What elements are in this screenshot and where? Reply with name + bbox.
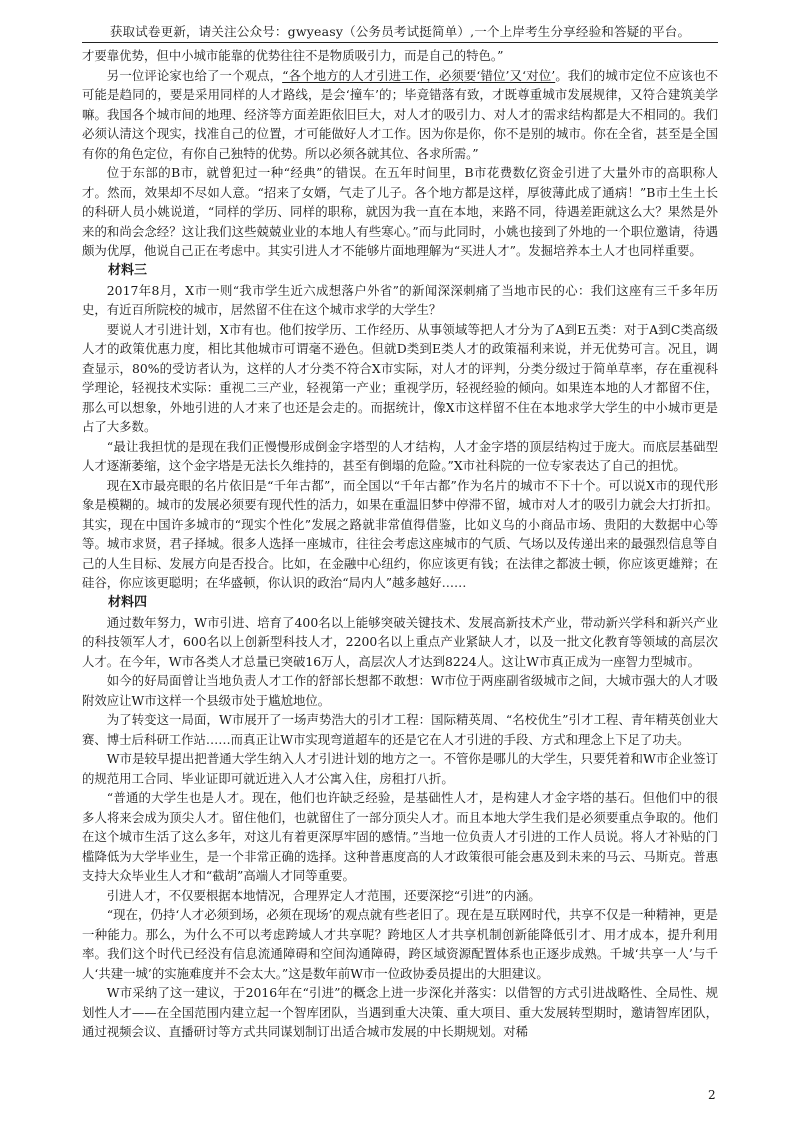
page-number: 2 bbox=[708, 1088, 716, 1102]
section-heading: 材料三 bbox=[108, 262, 148, 278]
paragraph: 才要靠优势，但中小城市能靠的优势往往不是物质吸引力，而是自己的特色。” bbox=[82, 48, 504, 63]
paragraph: “最让我担忧的是现在我们正慢慢形成倒金字塔型的人才结构，人才金字塔的顶层结构过于庞大。而底层基础型人才逐渐萎缩，这个金字塔是无法长久维持的，甚至有倒塌的危险。”X市社科院的一位专家表达了自己的担忧。 bbox=[82, 438, 718, 473]
paragraph: W市采纳了这一建议，于2016年在“引进”的概念上进一步深化并落实：以借智的方式引进战略性、全局性、规划性人才——在全国范围内建立起一个智库团队，当遇到重大决策、重大项目、重大发展转型期时，邀请智库团队，通过视频会议、直播研讨等方式共同谋划制订出适合城市发展的中长期规划。对稀 bbox=[82, 985, 718, 1039]
paragraph: “普通的大学生也是人才。现在，他们也许缺乏经验，是基础性人才，是构建人才金字塔的基石。但他们中的很多人将来会成为顶尖人才。留住他们，也就留住了一部分顶尖人才。而且本地大学生我们是必须要重点争取的。他们在这个城市生活了这么多年，对这儿有着更深厚牢固的感情。”当地一位负责人才引进的工作人员说。将人才补贴的门槛降低为大学毕业生，是一个非常正确的选择。这种普惠度高的人才政策很可能会惠及到未来的马云、马斯克。普惠支持大众毕业生人才和“截胡”高端人才同等重要。 bbox=[82, 790, 718, 883]
underlined-quote: “各个地方的人才引进工作，必须要‘错位’又‘对位’ bbox=[282, 67, 556, 83]
paragraph: 位于东部的B市，就曾犯过一种“经典”的错误。在五年时间里，B市花费数亿资金引进了大量外市的高职称人才。然而，效果却不尽如人意。“招来了女婿，气走了儿子。各个地方都是这样，厚彼薄此成了通病！”B市土生土长的科研人员小姚说道，“同样的学历、同样的职称，就因为我一直在本地，来路不同，待遇差距就这么大？果然是外来的和尚会念经？这让我们这些兢兢业业的本地人有些寒心。”而与此同时，小姚也接到了外地的一个职位邀请，待遇颇为优厚，他说自己正在考虑中。其实引进人才不能够片面地理解为“买进人才”。发掘培养本土人才也同样重要。 bbox=[82, 165, 718, 258]
text-run: 另一位评论家也给了一个观点， bbox=[106, 67, 283, 83]
paragraph: 引进人才，不仅要根据本地情况，合理界定人才范围，还要深挖“引进”的内涵。 bbox=[106, 887, 541, 903]
paragraph: 为了转变这一局面，W市展开了一场声势浩大的引才工程：国际精英周、“名校优生”引才工程、青年精英创业大赛、博士后科研工作站……而真正让W市实现弯道超车的还是它在人才引进的手段、方式和理念上下足了功夫。 bbox=[82, 712, 718, 747]
paragraph: 如今的好局面曾让当地负责人才工作的舒部长想都不敢想：W市位于两座副省级城市之间，大城市强大的人才吸附效应让W市这样一个县级市处于尴尬地位。 bbox=[82, 673, 718, 708]
paragraph: 现在X市最亮眼的名片依旧是“千年古都”，而全国以“千年古都”作为名片的城市不下十个。可以说X市的现代形象是模糊的。城市的发展必须要有现代性的活力，如果在重温旧梦中停滞不留，城市对人才的吸引力就会大打折扣。其实，现在中国许多城市的“现实个性化”发展之路就非常值得借鉴，比如义乌的小商品市场、贵阳的大数据中心等等。城市求贤，君子择城。很多人选择一座城市，往往会考虑这座城市的气质、气场以及传递出来的最强烈信息等自己的人生目标、发展方向是否投合。比如，在金融中心纽约，你应该更有钱；在法律之都波士顿，你应该更雄辩；在硅谷，你应该更聪明；在华盛顿，你认识的政治“局内人”越多越好…… bbox=[82, 477, 718, 590]
document-body bbox=[82, 46, 718, 1042]
paragraph bbox=[82, 66, 718, 164]
section-heading: 材料四 bbox=[108, 594, 148, 610]
text-run: 。我们的城市定位不应该也不可能是趋同的，要是采用同样的人才路线，是会‘撞车’的；毕竟错落有致，才既尊重城市发展规律，又符合建筑美学嘛。我国各个城市间的地理、经济等方面差距依旧巨大，对人才的吸引力、对人才的需求结构都是大不相同的。我们必须认清这个现实，找准自己的位置，才可能做好人才工作。因为你是你，你不是别的城市。你在全省，甚至是全国有你的角色定位，有你自己独特的优势。所以必须各就其位、各求所需。” bbox=[82, 67, 719, 161]
paragraph: W市是较早提出把普通大学生纳入人才引进计划的地方之一。不管你是哪儿的大学生，只要凭着和W市企业签订的规范用工合同、毕业证即可就近进入人才公寓入住，房租打八折。 bbox=[82, 751, 718, 786]
paragraph: “现在，仍持‘人才必须到场，必须在现场’的观点就有些老旧了。现在是互联网时代，共享不仅是一种精神，更是一种能力。那么，为什么不可以考虑跨域人才共享呢？跨地区人才共享机制创新能降低引才、用才成本，提升利用率。我们这个时代已经没有信息流通障碍和空间沟通障碍，跨区域资源配置体系也正逐步成熟。千城‘共享一人’与千人‘共建一城’的实施难度并不会太大。”这是数年前W市一位政协委员提出的大胆建议。 bbox=[82, 907, 718, 981]
paragraph: 要说人才引进计划，X市有也。他们按学历、工作经历、从事领域等把人才分为了A到E五类：对于A到C类高级人才的政策优惠力度，相比其他城市可谓毫不逊色。但就D类到E类人才的政策福利来说，并无优势可言。况且，调查显示，80%的受访者认为，这样的人才分类不符合X市实际，对人才的评判，分类分级过于简单草率，存在重视科学理论，轻视技术实际：重视二三产业，轻视第一产业；重视学历，轻视经验的倾向。如果连本地的人才都留不住，那么可以想象，外地引进的人才来了也还是会走的。而据统计，像X市这样留不住在本地求学大学生的中小城市更是占了大多数。 bbox=[82, 321, 718, 434]
paragraph: 2017年8月，X市一则“我市学生近六成想落户外省”的新闻深深刺痛了当地市民的心：我们这座有三千多年历史，有近百所院校的城市，居然留不住在这个城市求学的大学生？ bbox=[82, 282, 718, 317]
page-header: 获取试卷更新，请关注公众号：gwyeasy（公务员考试挺简单）,一个上岸考生分享经验和答疑的平台。 bbox=[109, 24, 691, 39]
paragraph: 通过数年努力，W市引进、培育了400名以上能够突破关键技术、发展高新技术产业，带动新兴学科和新兴产业的科技领军人才，600名以上创新型科技人才，2200名以上重点产业紧缺人才，以及一批文化教育等领域的高层次人才。在今年，W市各类人才总量已突破16万人，高层次人才达到8224人。这让W市真正成为一座智力型城市。 bbox=[82, 614, 718, 669]
header-divider bbox=[82, 42, 718, 43]
